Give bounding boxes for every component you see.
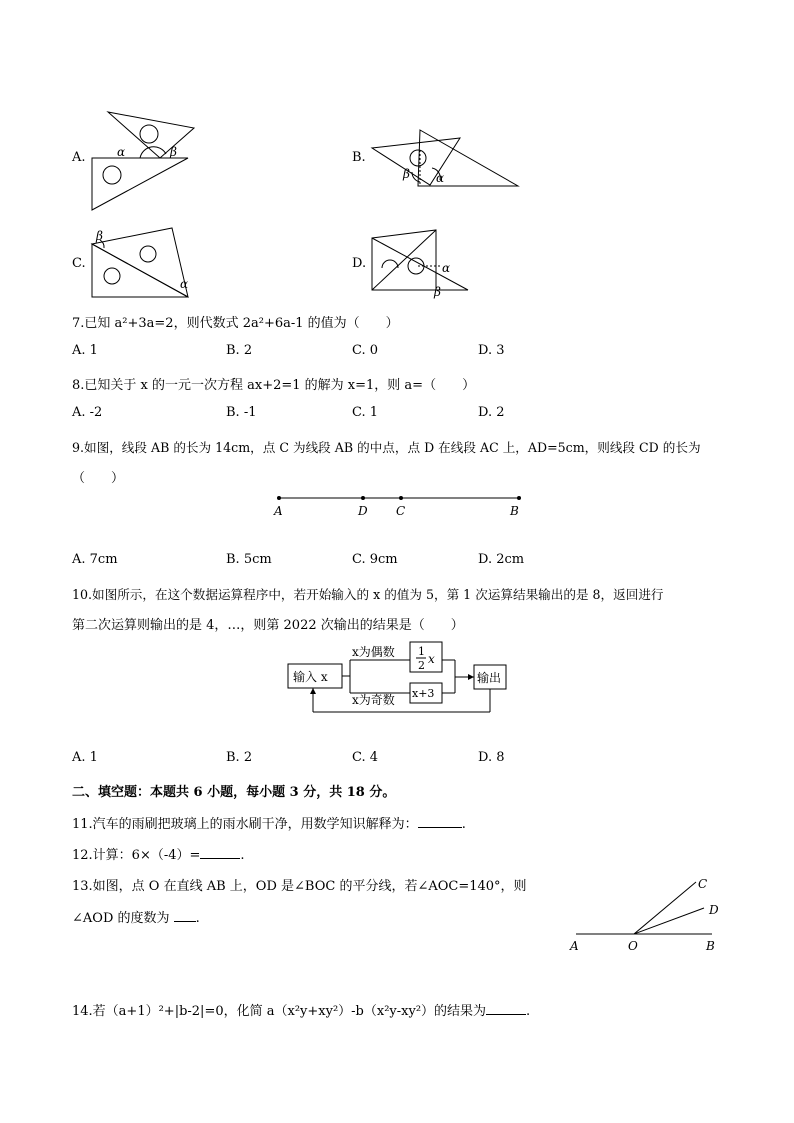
q11-stem: 11.汽车的雨刷把玻璃上的雨水刷干净，用数学知识解释为：: [72, 817, 418, 832]
option-b-label: B.: [352, 150, 366, 165]
q14-end: .: [526, 1004, 531, 1019]
q14-stem: 14.若（a+1）²+|b-2|=0，化简 a（x²y+xy²）-b（x²y-xy²）的结果为: [72, 1004, 487, 1019]
q7-stem: 7.已知 a²+3a=2，则代数式 2a²+6a-1 的值为（ ）: [72, 316, 399, 331]
angle-beta-c: β: [96, 229, 103, 243]
flow-output-box: 输出: [477, 671, 502, 685]
q7-choice-b: B. 2: [226, 343, 253, 358]
flow-even-label: x为偶数: [352, 645, 395, 659]
q14-line: [72, 1000, 530, 1019]
q9-choice-c: C. 9cm: [352, 552, 398, 567]
option-d-label: D.: [352, 256, 367, 271]
flow-half-numerator: 1: [418, 645, 425, 658]
section-2-heading: 二、填空题：本题共 6 小题，每小题 3 分，共 18 分。: [72, 785, 396, 800]
q8-stem: 8.已知关于 x 的一元一次方程 ax+2=1 的解为 x=1，则 a=（ ）: [72, 378, 476, 393]
angle-alpha-c: α: [180, 277, 189, 291]
q8-choice-d: D. 2: [478, 405, 505, 420]
q9-point-c: C: [396, 504, 406, 518]
angle-alpha-d: α: [442, 261, 451, 275]
q9-point-d: D: [358, 504, 368, 518]
q7-choice-c: C. 0: [352, 343, 379, 358]
angle-alpha-b: α: [436, 171, 445, 185]
q13-point-o: O: [628, 939, 638, 953]
angle-beta-a: β: [170, 145, 177, 159]
q12-stem: 12.计算：6×（-4）=: [72, 848, 201, 863]
q10-choice-c: C. 4: [352, 750, 379, 765]
q9-choice-d: D. 2cm: [478, 552, 525, 567]
q8-choice-c: C. 1: [352, 405, 379, 420]
q7-choice-d: D. 3: [478, 343, 505, 358]
q9-point-a: A: [274, 504, 283, 518]
option-c-label: C.: [72, 256, 86, 271]
q9-stem-line1: 9.如图，线段 AB 的长为 14cm，点 C 为线段 AB 的中点，点 D 在线段 AC 上，AD=5cm，则线段 CD 的长为: [72, 440, 701, 455]
q13-stem-line2: ∠AOD 的度数为: [72, 911, 170, 926]
q13-point-d: D: [709, 903, 719, 917]
flow-half-denominator: 2: [418, 659, 425, 672]
q9-stem-line2: （ ）: [72, 471, 125, 486]
q8-choice-a: A. -2: [72, 405, 103, 420]
option-a-label: A.: [72, 150, 86, 165]
angle-beta-b: β: [403, 167, 410, 181]
flow-odd-label: x为奇数: [352, 693, 395, 707]
q11-end: .: [461, 817, 466, 832]
angle-alpha-a: α: [117, 145, 126, 159]
q10-choice-a: A. 1: [72, 750, 98, 765]
q13-point-b: B: [706, 939, 715, 953]
q13-stem-line1: 13.如图，点 O 在直线 AB 上，OD 是∠BOC 的平分线，若∠AOC=140°，则: [72, 879, 527, 894]
q9-point-b: B: [510, 504, 519, 518]
q9-choice-b: B. 5cm: [226, 552, 272, 567]
q7-choice-a: A. 1: [72, 343, 98, 358]
angle-beta-d: β: [434, 285, 441, 299]
q10-stem-line2: 第二次运算则输出的是 4，…，则第 2022 次输出的结果是（ ）: [72, 618, 464, 633]
q12-end: .: [240, 848, 245, 863]
q9-choice-a: A. 7cm: [72, 552, 118, 567]
q13-point-c: C: [698, 877, 708, 891]
q10-choice-b: B. 2: [226, 750, 253, 765]
flow-plus-box: x+3: [412, 687, 435, 700]
q14-answer-blank[interactable]: [486, 1002, 526, 1015]
q10-choice-d: D. 8: [478, 750, 505, 765]
flow-half-var: x: [428, 652, 435, 666]
flow-input-box: 输入 x: [293, 670, 328, 684]
q10-stem-line1: 10.如图所示，在这个数据运算程序中，若开始输入的 x 的值为 5，第 1 次运算结果输出的是 8，返回进行: [72, 587, 664, 602]
q8-choice-b: B. -1: [226, 405, 257, 420]
q13-end: .: [195, 911, 200, 926]
q13-point-a: A: [570, 939, 579, 953]
